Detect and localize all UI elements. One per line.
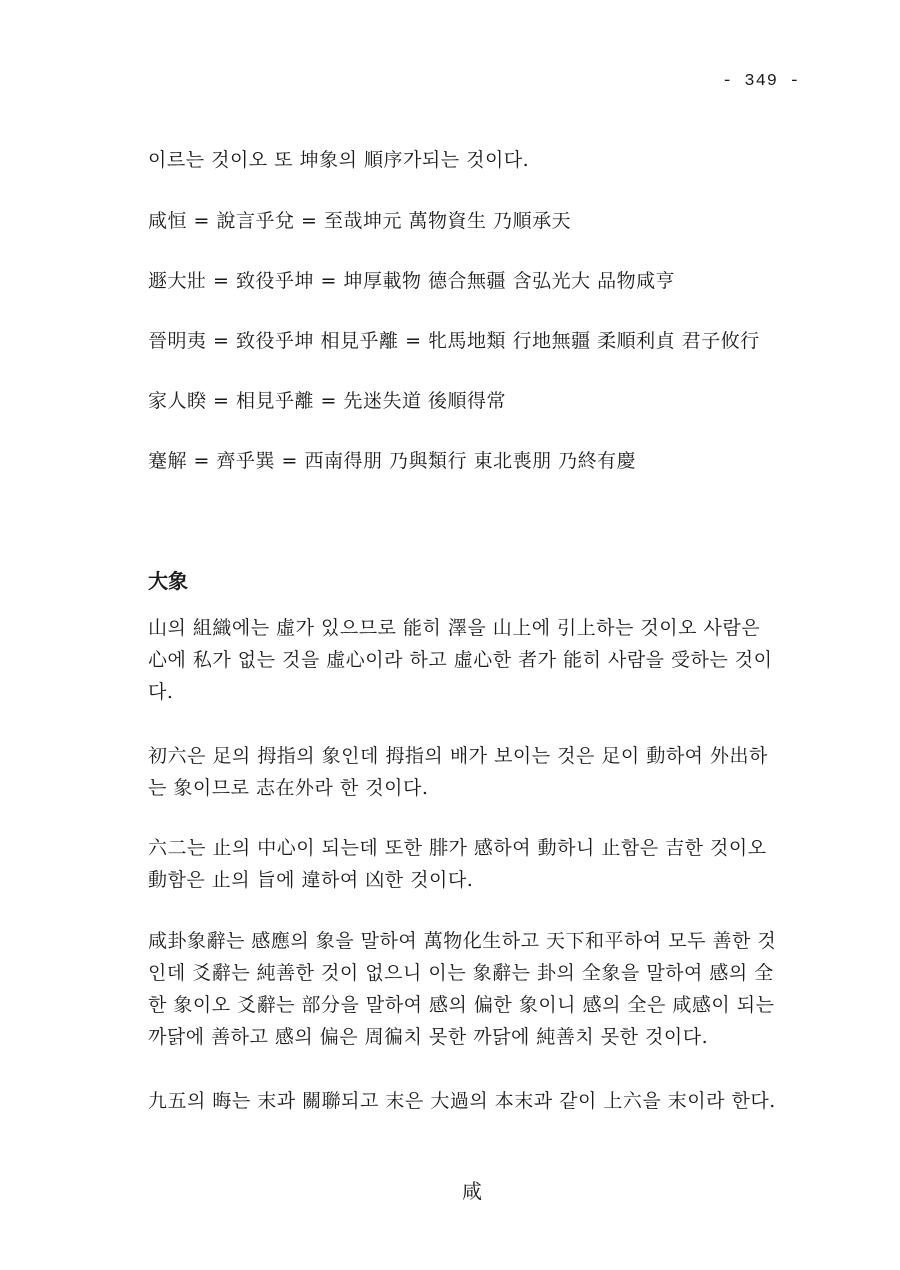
paragraph: [148, 1085, 803, 1117]
paragraph-line: 인데 爻辭는 純善한 것이 없으니 이는 象辭는 卦의 全象을 말하여 感의 全: [148, 962, 774, 984]
hexagram-row: 咸恒 = 說言乎兌 = 至哉坤元 萬物資生 乃順承天: [148, 210, 572, 232]
intro-line: 이르는 것이오 또 坤象의 順序가되는 것이다.: [148, 149, 530, 171]
page-footer: 咸: [462, 1179, 482, 1203]
hexagram-row: 遯大壯 = 致役乎坤 = 坤厚載物 德合無疆 含弘光大 品物咸亨: [148, 270, 676, 292]
paragraph-line: 山의 組織에는 虛가 있으므로 能히 澤을 山上에 引上하는 것이오 사람은: [148, 617, 761, 639]
paragraph-line: 九五의 晦는 末과 關聯되고 末은 大過의 本末과 같이 上六을 末이라 한다.: [148, 1090, 776, 1112]
paragraph-line: 는 象이므로 志在外라 한 것이다.: [148, 777, 429, 799]
paragraph: [148, 612, 803, 708]
paragraph: [148, 832, 803, 896]
paragraph: [148, 740, 803, 804]
paragraph-line: 한 象이오 爻辭는 部分을 말하여 感의 偏한 象이니 感의 全은 咸感이 되는: [148, 994, 775, 1016]
paragraph-line: 까닭에 善하고 感의 偏은 周徧치 못한 까닭에 純善치 못한 것이다.: [148, 1026, 709, 1048]
hexagram-row: 蹇解 = 齊乎巽 = 西南得朋 乃與類行 東北喪朋 乃終有慶: [148, 450, 637, 472]
section-heading: 大象: [148, 569, 188, 593]
page-number: - 349 -: [722, 72, 801, 91]
paragraph-line: 心에 私가 없는 것을 虛心이라 하고 虛心한 者가 能히 사람을 受하는 것이: [148, 649, 773, 671]
paragraph-line: 다.: [148, 681, 174, 703]
hexagram-row: 晉明夷 = 致役乎坤 相見乎離 = 牝馬地類 行地無疆 柔順利貞 君子攸行: [148, 330, 760, 352]
paragraph-line: 動함은 止의 旨에 違하여 凶한 것이다.: [148, 869, 474, 891]
paragraph-line: 咸卦象辭는 感應의 象을 말하여 萬物化生하고 天下和平하여 모두 善한 것: [148, 930, 777, 952]
paragraph: [148, 925, 803, 1053]
paragraph-line: 六二는 止의 中心이 되는데 또한 腓가 感하여 動하니 止함은 吉한 것이오: [148, 837, 767, 859]
paragraph-line: 初六은 足의 拇指의 象인데 拇指의 배가 보이는 것은 足이 動하여 外出하: [148, 745, 768, 767]
hexagram-row: 家人睽 = 相見乎離 = 先迷失道 後順得常: [148, 390, 507, 412]
